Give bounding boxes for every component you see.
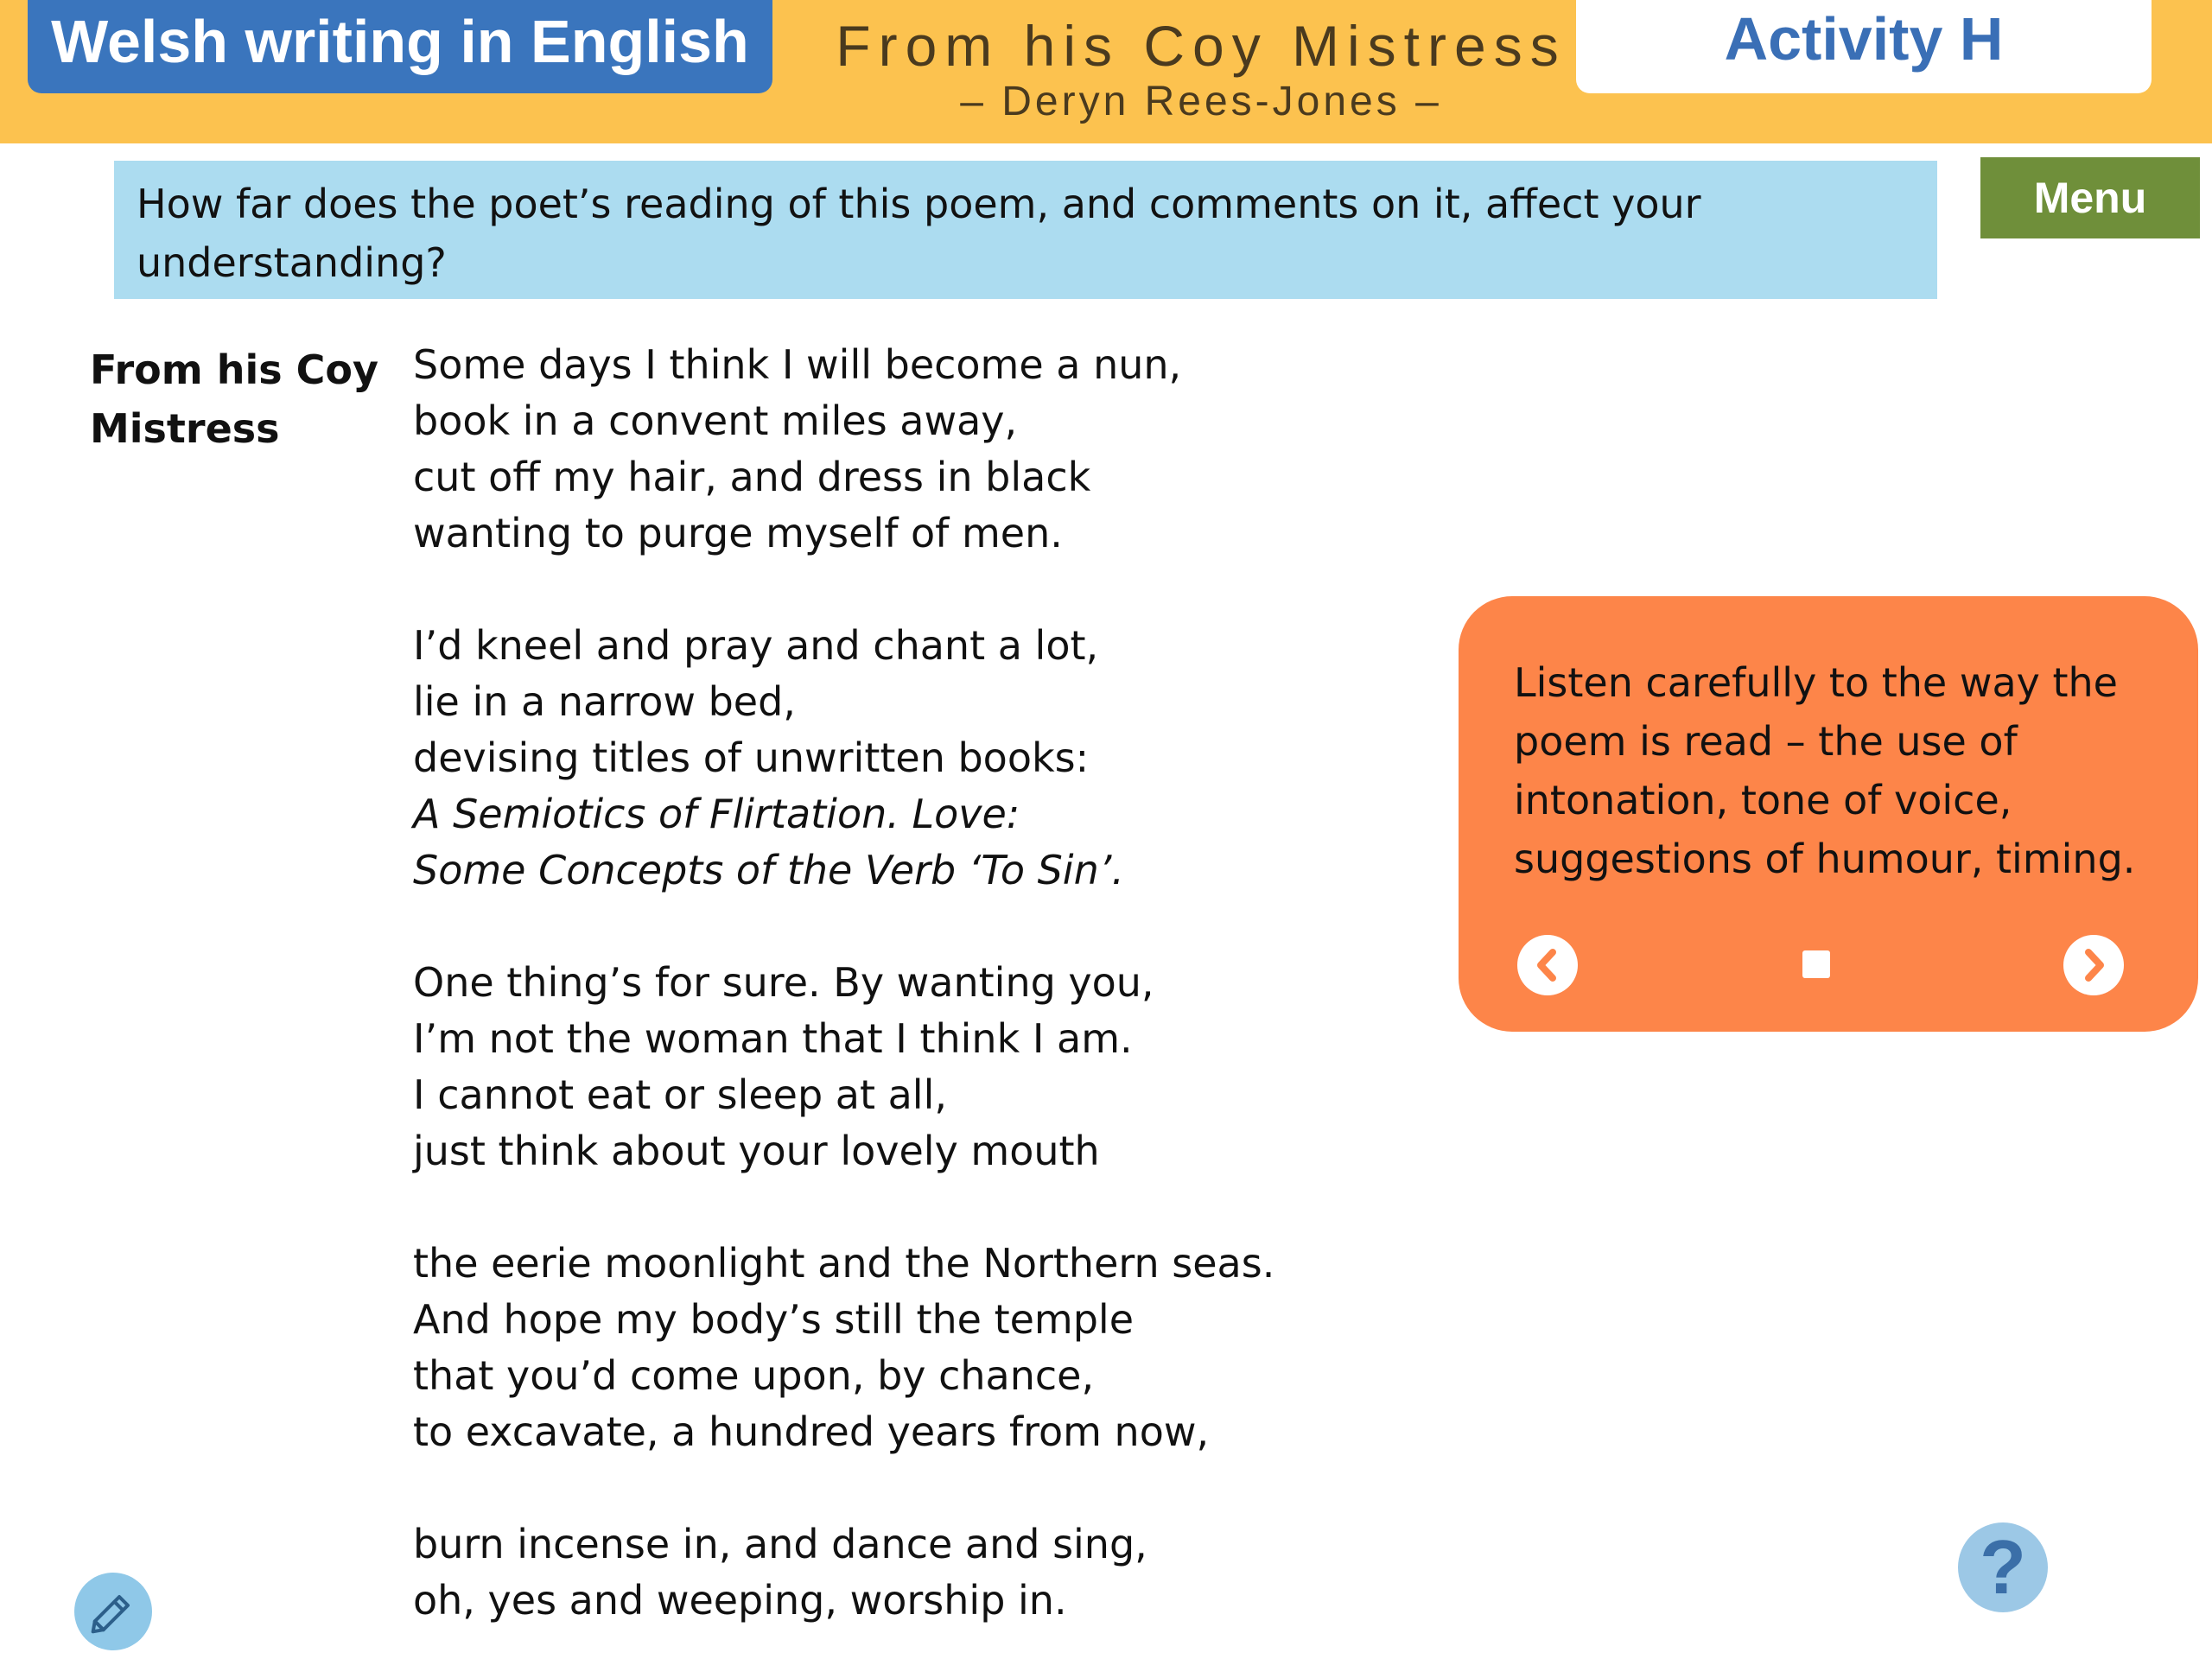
next-button[interactable]	[2063, 935, 2124, 995]
poem-author: – Deryn Rees-Jones –	[960, 79, 1442, 124]
poem-line: book in a convent miles away,	[413, 397, 1018, 444]
question-icon: ?	[1980, 1524, 2026, 1610]
poem-line: just think about your lovely mouth	[413, 1128, 1100, 1174]
brand-title: Welsh writing in English	[28, 0, 772, 93]
poem-line: to excavate, a hundred years from now,	[413, 1408, 1210, 1455]
poem-line: burn incense in, and dance and sing,	[413, 1521, 1147, 1567]
poem-line: wanting to purge myself of men.	[413, 510, 1063, 556]
chevron-left-icon	[1517, 935, 1578, 995]
poem-line: I’d kneel and pray and chant a lot,	[413, 622, 1099, 669]
poem-line: devising titles of unwritten books:	[413, 734, 1090, 781]
poem-line: the eerie moonlight and the Northern seas.	[413, 1240, 1275, 1287]
poem-text	[413, 337, 1407, 1629]
stanza-break	[413, 1179, 1407, 1236]
poem-line: Some days I think I will become a nun,	[413, 341, 1182, 388]
poem-line: oh, yes and weeping, worship in.	[413, 1577, 1067, 1624]
poem-line: I’m not the woman that I think I am.	[413, 1015, 1133, 1062]
activity-label: Activity H	[1576, 0, 2152, 93]
poem-heading: From his Coy Mistress	[836, 14, 1567, 78]
header-bar	[0, 0, 2212, 143]
poem-line: Some Concepts of the Verb ‘To Sin’.	[413, 847, 1124, 893]
poem-title: From his Coy Mistress	[90, 346, 378, 452]
poem-line: I cannot eat or sleep at all,	[413, 1071, 947, 1118]
page-indicator-dot[interactable]	[1802, 950, 1830, 978]
poem-line: One thing’s for sure. By wanting you,	[413, 959, 1154, 1006]
tip-panel	[1459, 596, 2198, 1032]
edit-button[interactable]	[74, 1573, 152, 1650]
help-button[interactable]	[1958, 1522, 2048, 1612]
poem-line: that you’d come upon, by chance,	[413, 1352, 1095, 1399]
poem-line: And hope my body’s still the temple	[413, 1296, 1134, 1343]
poem-line: cut off my hair, and dress in black	[413, 454, 1091, 500]
stanza-break	[413, 562, 1407, 618]
poem-line: lie in a narrow bed,	[413, 678, 796, 725]
prev-button[interactable]	[1517, 935, 1578, 995]
chevron-right-icon	[2063, 935, 2124, 995]
question-banner: How far does the poet’s reading of this poem, and comments on it, affect your understanding?	[114, 161, 1937, 299]
stanza-break	[413, 1460, 1407, 1516]
menu-button[interactable]: Menu	[1980, 157, 2200, 238]
poem-line: A Semiotics of Flirtation. Love:	[413, 791, 1020, 837]
tip-text: Listen carefully to the way the poem is read – the use of intonation, tone of voice, suggestions of humour, timing.	[1514, 659, 2136, 882]
pencil-icon	[74, 1573, 152, 1650]
stanza-break	[413, 899, 1407, 955]
